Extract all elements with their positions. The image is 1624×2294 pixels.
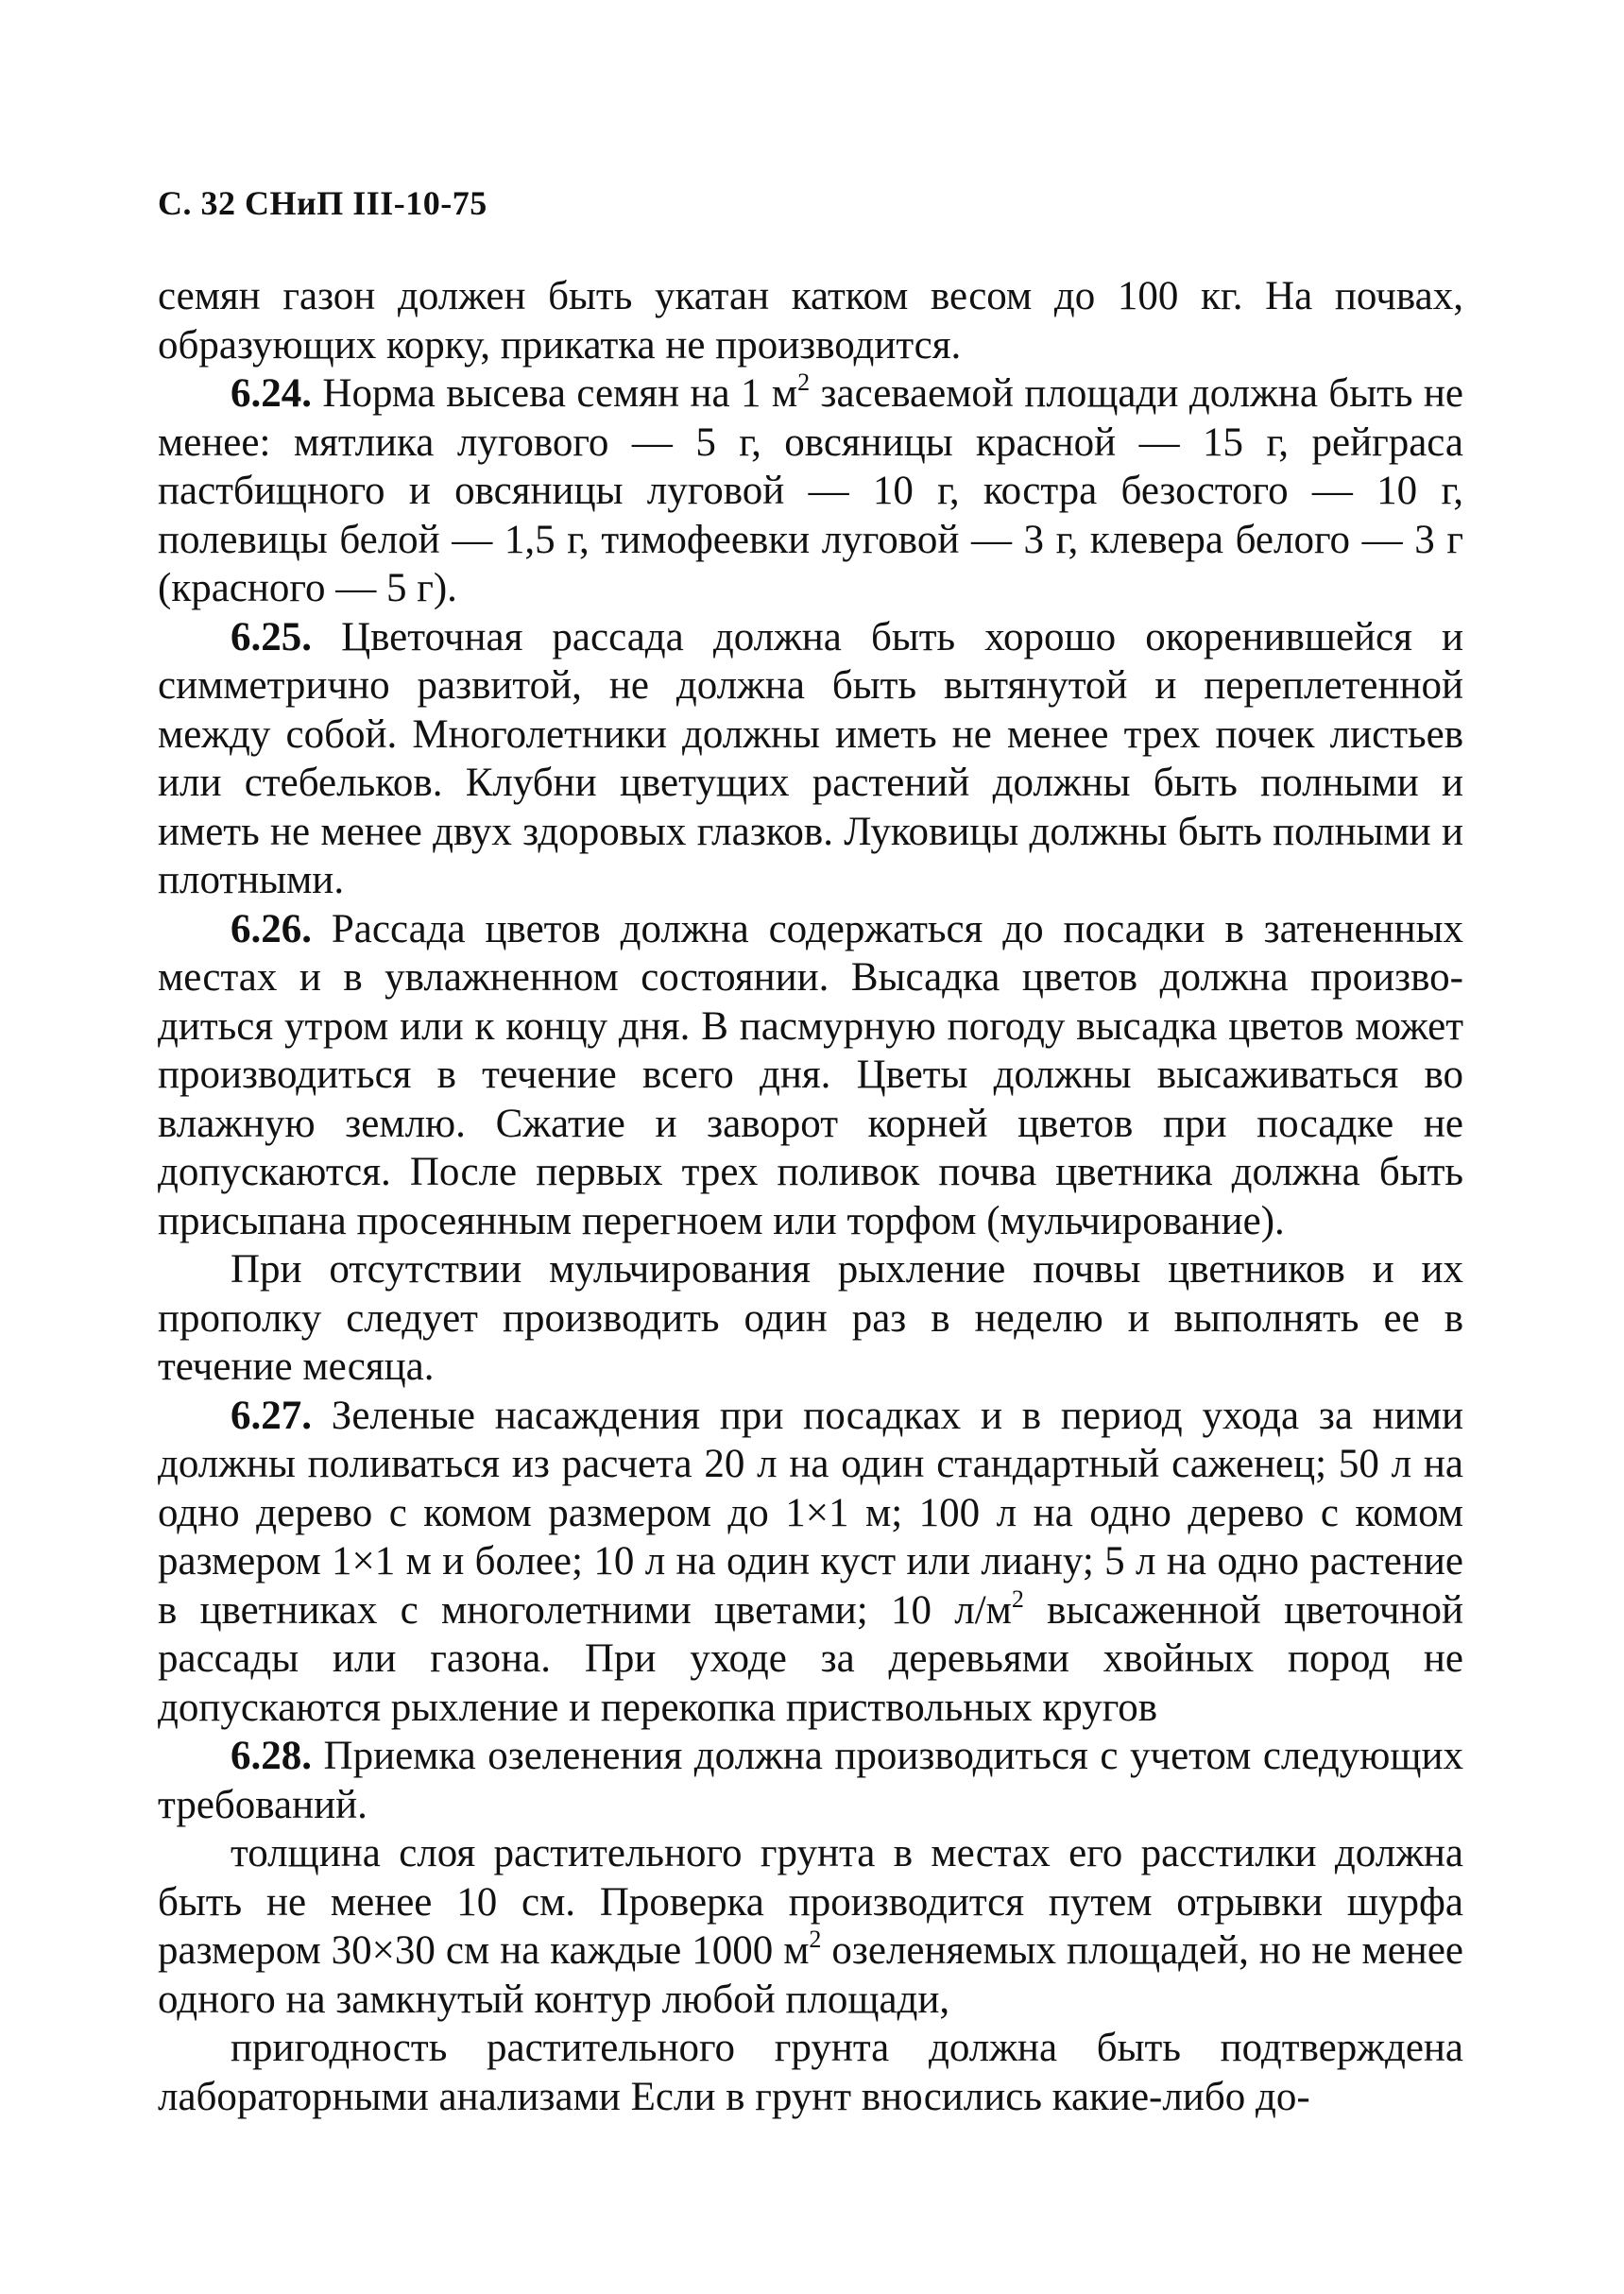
paragraph-soil-thickness [158,1829,1463,2024]
clause-text-part: Норма высева семян на 1 м [312,371,798,416]
clause-6-26 [158,905,1463,1246]
body-text [158,272,1463,2121]
paragraph-text: семян газон должен быть укатан катком весом до 100 кг. На почвах, образующих корку, прикатка не производится. [158,274,1463,368]
clause-text-part: Зеленые насаждения при посадках и в период ухода за ними должны поливаться из расчета 20 л на один стандартный саженец; 50 л на одно дерево с комом размером до 1×1 м; 100 л на одно дерево с комом размером 1×1 м и более; 10 л на один куст или лиану; 5 л на одно растение в цветниках с многолетними цветами; 10 л/м [158,1393,1463,1633]
clause-text-part: высаженной цветочной рассады или газона. При уходе за деревьями хвойных пород не допускаются рыхление и перекопка приствольных кругов [158,1587,1463,1730]
clause-6-25 [158,613,1463,905]
clause-text: Приемка озеленения должна производиться с учетом следующих требований. [158,1734,1463,1827]
paragraph-text: пригодность растительного грунта должна быть подтверждена лабораторными анализами Если в грунт вносились какие-либо до- [158,2026,1463,2119]
superscript-exponent: 2 [1011,1584,1024,1613]
clause-6-27 [158,1392,1463,1733]
paragraph-text-part: толщина слоя растительного грунта в местах его расстилки должна быть не менее 10 см. Проверка производится путем отрывки шурфа размером 30×30 см на каждые 1000 м [158,1831,1463,1973]
paragraph-soil-suitability [158,2024,1463,2121]
clause-number: 6.25. [231,614,312,659]
clause-number: 6.28. [231,1734,312,1778]
clause-6-24 [158,369,1463,613]
paragraph-continuation [158,272,1463,369]
superscript-exponent: 2 [797,368,811,396]
clause-number: 6.24. [231,371,312,416]
clause-6-28 [158,1732,1463,1829]
paragraph-mulching [158,1245,1463,1392]
clause-text: Цветочная рассада должна быть хорошо окоренившейся и симметрично развитой, не должна быть вытянутой и переплетенной между собой. Многолетники должны иметь не менее трех почек листьев или стебельков. Клубни цветущих растений должны быть полными и иметь не менее двух здоровых глазков. Луковицы должны быть полными и плотными. [158,614,1463,902]
superscript-exponent: 2 [809,1926,822,1953]
clause-text: Рассада цветов должна содержаться до посадки в затененных местах и в увлажненном состоянии. Высадка цветов должна производиться утром или к концу дня. В пасмурную погоду высадка цветов может производиться в течение всего дня. Цветы должны высаживаться во влажную землю. Сжатие и заворот корней цветов при посадке не допускаются. После первых трех поливок почва цветника должна быть присыпана просеянным перегноем или торфом (мульчирование). [158,906,1463,1243]
clause-text-part: засеваемой площади должна быть не менее: мятлика лугового — 5 г, овсяницы красной — 15 г, рейграса пастбищного и овсяницы луговой — 10 г, костра безостого — 10 г, полевицы белой — 1,5 г, тимофеевки луговой — 3 г, клевера белого — 3 г (красного — 5 г). [158,371,1464,610]
paragraph-text-part: озеленяемых площадей, но не менее одного на замкнутый контур любой площади, [158,1928,1463,2022]
paragraph-text: При отсутствии мульчирования рыхление почвы цветников и их прополку следует производить один раз в неделю и выполнять ее в течение месяца. [158,1247,1463,1389]
running-header: С. 32 СНиП III-10-75 [158,184,487,222]
clause-number: 6.27. [231,1393,312,1438]
clause-number: 6.26. [231,906,312,951]
